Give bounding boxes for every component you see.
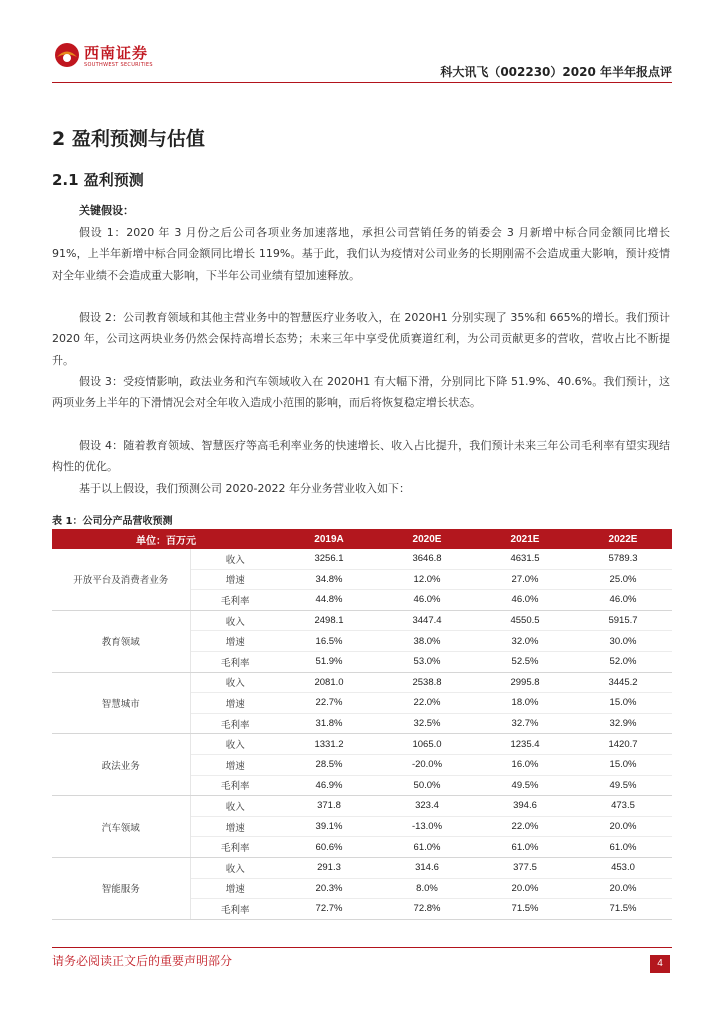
metric-label: 增速 — [190, 878, 280, 899]
unit-header: 单位：百万元 — [52, 529, 280, 549]
table-cell: 22.7% — [280, 693, 378, 714]
table-cell: 28.5% — [280, 754, 378, 775]
table-cell: 44.8% — [280, 590, 378, 611]
table-cell: -13.0% — [378, 816, 476, 837]
assumption-paragraph-2: 假设 2：公司教育领域和其他主营业务中的智慧医疗业务收入，在 2020H1 分别实现了 35%和 665%的增长。我们预计 2020 年，公司这两块业务仍然会保持高增长态势；未来三年中享受优质赛道红利，为公司贡献更多的营收，营收占比不断提升。 — [52, 311, 670, 367]
metric-label: 毛利率 — [190, 651, 280, 672]
table-cell: 30.0% — [574, 631, 672, 652]
table-cell: 16.5% — [280, 631, 378, 652]
section-heading: 2 盈利预测与估值 — [52, 128, 205, 150]
footer-disclaimer: 请务必阅读正文后的重要声明部分 — [52, 954, 233, 968]
table-cell: 39.1% — [280, 816, 378, 837]
table-cell: 15.0% — [574, 693, 672, 714]
metric-label: 毛利率 — [190, 713, 280, 734]
table-cell: 8.0% — [378, 878, 476, 899]
table-cell: 46.0% — [574, 590, 672, 611]
table-cell: 22.0% — [378, 693, 476, 714]
table-cell: 22.0% — [476, 816, 574, 837]
table-cell: 323.4 — [378, 796, 476, 817]
table-cell: 4631.5 — [476, 549, 574, 569]
table-cell: 38.0% — [378, 631, 476, 652]
segment-name: 智能服务 — [52, 857, 190, 919]
table-cell: 2538.8 — [378, 672, 476, 693]
table-title: 表 1：公司分产品营收预测 — [52, 516, 173, 527]
table-cell: 20.0% — [574, 878, 672, 899]
table-cell: 314.6 — [378, 857, 476, 878]
subsection-heading: 2.1 盈利预测 — [52, 171, 144, 189]
table-row — [52, 549, 672, 569]
table-cell: 3256.1 — [280, 549, 378, 569]
table-row — [52, 672, 672, 693]
metric-label: 毛利率 — [190, 590, 280, 611]
metric-label: 增速 — [190, 754, 280, 775]
key-assumptions-label: 关键假设： — [79, 204, 134, 217]
assumption-paragraph-4: 假设 4：随着教育领域、智慧医疗等高毛利率业务的快速增长、收入占比提升，我们预计未来三年公司毛利率有望实现结构性的优化。 — [52, 439, 670, 474]
table-cell: 32.9% — [574, 713, 672, 734]
table-cell: 15.0% — [574, 754, 672, 775]
column-header: 2020E — [378, 529, 476, 549]
segment-name: 智慧城市 — [52, 672, 190, 734]
table-cell: 20.0% — [574, 816, 672, 837]
table-cell: 1420.7 — [574, 734, 672, 755]
table-cell: 61.0% — [476, 837, 574, 858]
forecast-intro-paragraph: 基于以上假设，我们预测公司 2020-2022 年分业务营业收入如下： — [79, 482, 410, 495]
segment-name: 汽车领域 — [52, 796, 190, 858]
table-cell: 2081.0 — [280, 672, 378, 693]
table-cell: 71.5% — [476, 899, 574, 920]
metric-label: 收入 — [190, 857, 280, 878]
company-logo — [54, 42, 174, 74]
page-number: 4 — [650, 955, 670, 973]
table-cell: 25.0% — [574, 569, 672, 590]
report-title: 科大讯飞（002230）2020 年半年报点评 — [440, 65, 672, 79]
column-header: 2021E — [476, 529, 574, 549]
table-cell: 61.0% — [574, 837, 672, 858]
column-header: 2019A — [280, 529, 378, 549]
metric-label: 增速 — [190, 816, 280, 837]
assumption-paragraph-3: 假设 3：受疫情影响，政法业务和汽车领域收入在 2020H1 有大幅下滑，分别同比下降 51.9%、40.6%。我们预计，这两项业务上半年的下滑情况会对全年收入造成小范围的影响，而后将恢复稳定增长状态。 — [52, 375, 670, 410]
table-cell: 2498.1 — [280, 610, 378, 631]
table-cell: 291.3 — [280, 857, 378, 878]
table-cell: 61.0% — [378, 837, 476, 858]
metric-label: 收入 — [190, 672, 280, 693]
header-divider — [52, 82, 672, 83]
table-row — [52, 857, 672, 878]
table-cell: 72.7% — [280, 899, 378, 920]
table-cell: 50.0% — [378, 775, 476, 796]
logo-text-en: SOUTHWEST SECURITIES — [84, 62, 153, 68]
metric-label: 收入 — [190, 610, 280, 631]
table-row — [52, 796, 672, 817]
table-cell: 49.5% — [476, 775, 574, 796]
table-cell: 1331.2 — [280, 734, 378, 755]
table-cell: 32.0% — [476, 631, 574, 652]
table-cell: 16.0% — [476, 754, 574, 775]
table-cell: 2995.8 — [476, 672, 574, 693]
table-cell: 3445.2 — [574, 672, 672, 693]
column-header: 2022E — [574, 529, 672, 549]
assumption-paragraph-1: 假设 1：2020 年 3 月份之后公司各项业务加速落地，承担公司营销任务的销委会 3 月新增中标合同金额同比增长 91%，上半年新增中标合同金额同比增长 119%。基于此，我们认为疫情对公司业务的长期刚需不会造成重大影响，预计疫情对全年业绩不会造成重大影响，下半年公司业绩有望加速释放。 — [52, 226, 670, 282]
table-cell: 4550.5 — [476, 610, 574, 631]
metric-label: 毛利率 — [190, 775, 280, 796]
table-cell: 473.5 — [574, 796, 672, 817]
table-cell: 49.5% — [574, 775, 672, 796]
logo-text-cn: 西南证券 — [84, 44, 149, 62]
metric-label: 毛利率 — [190, 837, 280, 858]
table-cell: 5789.3 — [574, 549, 672, 569]
table-cell: 1235.4 — [476, 734, 574, 755]
segment-name: 开放平台及消费者业务 — [52, 549, 190, 610]
table-cell: 20.0% — [476, 878, 574, 899]
table-cell: 72.8% — [378, 899, 476, 920]
table-cell: 18.0% — [476, 693, 574, 714]
segment-name: 教育领域 — [52, 610, 190, 672]
table-cell: 71.5% — [574, 899, 672, 920]
footer-divider — [52, 947, 672, 948]
metric-label: 增速 — [190, 569, 280, 590]
table-cell: 27.0% — [476, 569, 574, 590]
table-header-row — [52, 529, 672, 549]
table-cell: 3447.4 — [378, 610, 476, 631]
table-cell: 32.5% — [378, 713, 476, 734]
table-cell: 53.0% — [378, 651, 476, 672]
table-cell: 34.8% — [280, 569, 378, 590]
table-row — [52, 610, 672, 631]
table-cell: 5915.7 — [574, 610, 672, 631]
table-cell: 51.9% — [280, 651, 378, 672]
metric-label: 收入 — [190, 796, 280, 817]
table-cell: 32.7% — [476, 713, 574, 734]
table-cell: 31.8% — [280, 713, 378, 734]
southwest-securities-logo-icon — [54, 42, 80, 68]
page-header — [0, 0, 724, 84]
table-cell: 12.0% — [378, 569, 476, 590]
table-cell: 453.0 — [574, 857, 672, 878]
metric-label: 增速 — [190, 631, 280, 652]
table-cell: 377.5 — [476, 857, 574, 878]
metric-label: 增速 — [190, 693, 280, 714]
metric-label: 毛利率 — [190, 899, 280, 920]
table-cell: 20.3% — [280, 878, 378, 899]
table-cell: 371.8 — [280, 796, 378, 817]
table-cell: 52.0% — [574, 651, 672, 672]
metric-label: 收入 — [190, 549, 280, 569]
table-cell: 46.0% — [476, 590, 574, 611]
table-cell: 46.0% — [378, 590, 476, 611]
table-cell: 394.6 — [476, 796, 574, 817]
table-cell: 60.6% — [280, 837, 378, 858]
table-cell: -20.0% — [378, 754, 476, 775]
metric-label: 收入 — [190, 734, 280, 755]
table-cell: 46.9% — [280, 775, 378, 796]
table-cell: 52.5% — [476, 651, 574, 672]
revenue-forecast-table — [52, 529, 672, 920]
table-cell: 1065.0 — [378, 734, 476, 755]
table-row — [52, 734, 672, 755]
segment-name: 政法业务 — [52, 734, 190, 796]
table-cell: 3646.8 — [378, 549, 476, 569]
